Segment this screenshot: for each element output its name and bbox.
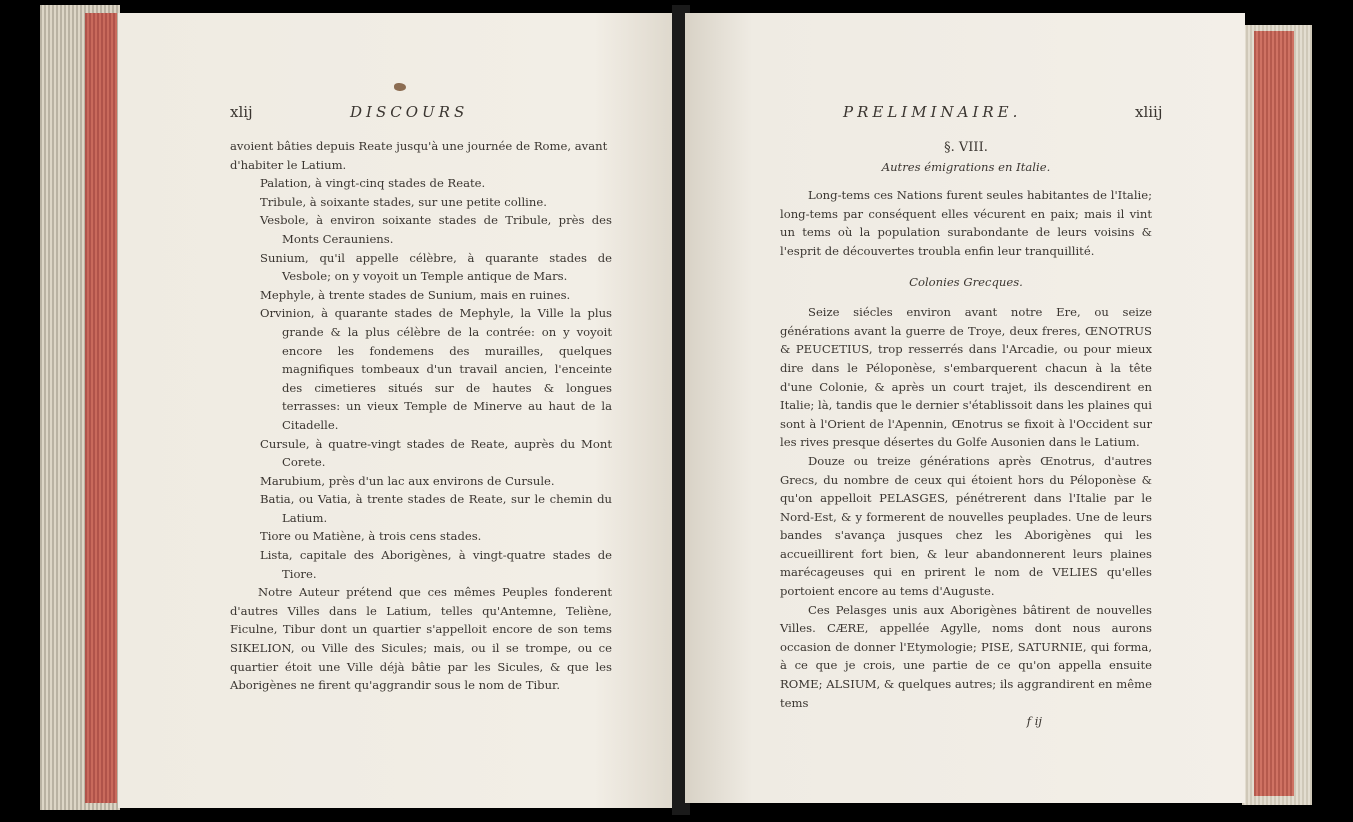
paragraph: Notre Auteur prétend que ces mêmes Peuples fonderent d'autres Villes dans le Latium, telles qu'Antemne, Teliène, Ficulne, Tibur dont un quartier s'appelloit encore de son tems SIKELION, ou Ville des Sicules; mais, ou il se trompe, ou ce quartier étoit une Ville déjà bâtie par les Sicules, & que les Aborigènes ne firent qu'aggrandir sous le nom de Tibur.: [230, 585, 612, 693]
left-page-number: xlij: [230, 103, 253, 121]
paragraph: Seize siécles environ avant notre Ere, ou seize générations avant la guerre de Troye, deux freres, ŒNOTRUS & PEUCETIUS, trop resserrés dans l'Arcadie, ou pour mieux dire dans le Péloponèse, s'embarquerent chacun à la tête d'une Colonie, & après un court trajet, ils descendirent en Italie; là, tandis que le dernier s'établissoit dans les plaines qui sont à l'Orient de l'Apennin, Œnotrus se fixoit à l'Occident sur les rives presque désertes du Golfe Ausonien dans le Latium.: [780, 305, 1152, 450]
right-fore-edge: [1242, 25, 1312, 805]
list-item: Palation, à vingt-cinq stades de Reate.: [260, 176, 486, 191]
text-line: d'habiter le Latium.: [230, 157, 347, 172]
paragraph: Ces Pelasges unis aux Aborigènes bâtirent de nouvelles Villes. CÆRE, appellée Agylle, noms dont nous aurons occasion de donner l'Etymologie; PISE, SATURNIE, qui forma, à ce que je crois, une partie de ce qu'on appella ensuite ROME; ALSIUM, & quelques autres; ils aggrandirent en même tems: [780, 602, 1152, 710]
left-running-head: DISCOURS: [350, 103, 469, 121]
paragraph: Douze ou treize générations après Œnotrus, d'autres Grecs, du nombre de ceux qui étoient hors du Péloponèse & qu'on appelloit PELASGES, pénétrerent dans l'Italie par le Nord-Est, & y formerent de nouvelles peuplades. Une de leurs bandes s'avança jusques chez les Aborigènes qui les accueillirent fort bien, & leur abandonnerent leurs plaines marécageuses qui en prirent le nom de VELIES qu'elles portoient encore au tems d'Auguste.: [780, 453, 1152, 599]
right-running-head: PRELIMINAIRE.: [843, 103, 1022, 121]
open-book: [40, 5, 1312, 815]
right-text-block: [780, 139, 1152, 731]
subheading: Colonies Grecques.: [909, 274, 1023, 289]
left-page: [118, 13, 678, 808]
list-item: Mephyle, à trente stades de Sunium, mais en ruines.: [260, 287, 571, 302]
signature-mark: f ij: [1026, 714, 1042, 729]
list-item: Tiore ou Matiène, à trois cens stades.: [260, 529, 482, 544]
paragraph: Long-tems ces Nations furent seules habitantes de l'Italie; long-tems par conséquent elles vécurent en paix; mais il vint un tems où la population surabondante de leurs voisins & l'esprit de découvertes troubla enfin leur tranquillité.: [780, 188, 1152, 258]
list-item: Tribule, à soixante stades, sur une petite colline.: [260, 194, 547, 209]
left-fore-edge: [40, 5, 120, 810]
text-line: avoient bâties depuis Reate jusqu'à une journée de Rome, avant: [230, 139, 608, 153]
list-item: Orvinion, à quarante stades de Mephyle, la Ville la plus grande & la plus célèbre de la contrée: on y voyoit encore les fondemens des murailles, quelques magnifiques tombeaux d'un travail ancien, l'enceinte des cimetieres situés sur de hautes & longues terrasses: un vieux Temple de Minerve au haut de la Citadelle.: [260, 306, 612, 432]
left-text-block: [230, 137, 612, 695]
list-item: Sunium, qu'il appelle célèbre, à quarante stades de Vesbole; on y voyoit un Temple antique de Mars.: [260, 250, 612, 284]
section-title: Autres émigrations en Italie.: [881, 159, 1051, 174]
section-number: §. VIII.: [944, 140, 988, 155]
right-page: [685, 13, 1245, 803]
list-item: Batia, ou Vatia, à trente stades de Reate, sur le chemin du Latium.: [260, 492, 612, 525]
list-item: Cursule, à quatre-vingt stades de Reate, auprès du Mont Corete.: [260, 436, 612, 470]
list-item: Marubium, près d'un lac aux environs de Cursule.: [260, 473, 555, 488]
right-page-number: xliij: [1135, 103, 1163, 121]
list-item: Lista, capitale des Aborigènes, à vingt-quatre stades de Tiore.: [260, 548, 612, 581]
ink-ornament: [394, 83, 406, 91]
list-item: Vesbole, à environ soixante stades de Tribule, près des Monts Cerauniens.: [260, 213, 612, 246]
